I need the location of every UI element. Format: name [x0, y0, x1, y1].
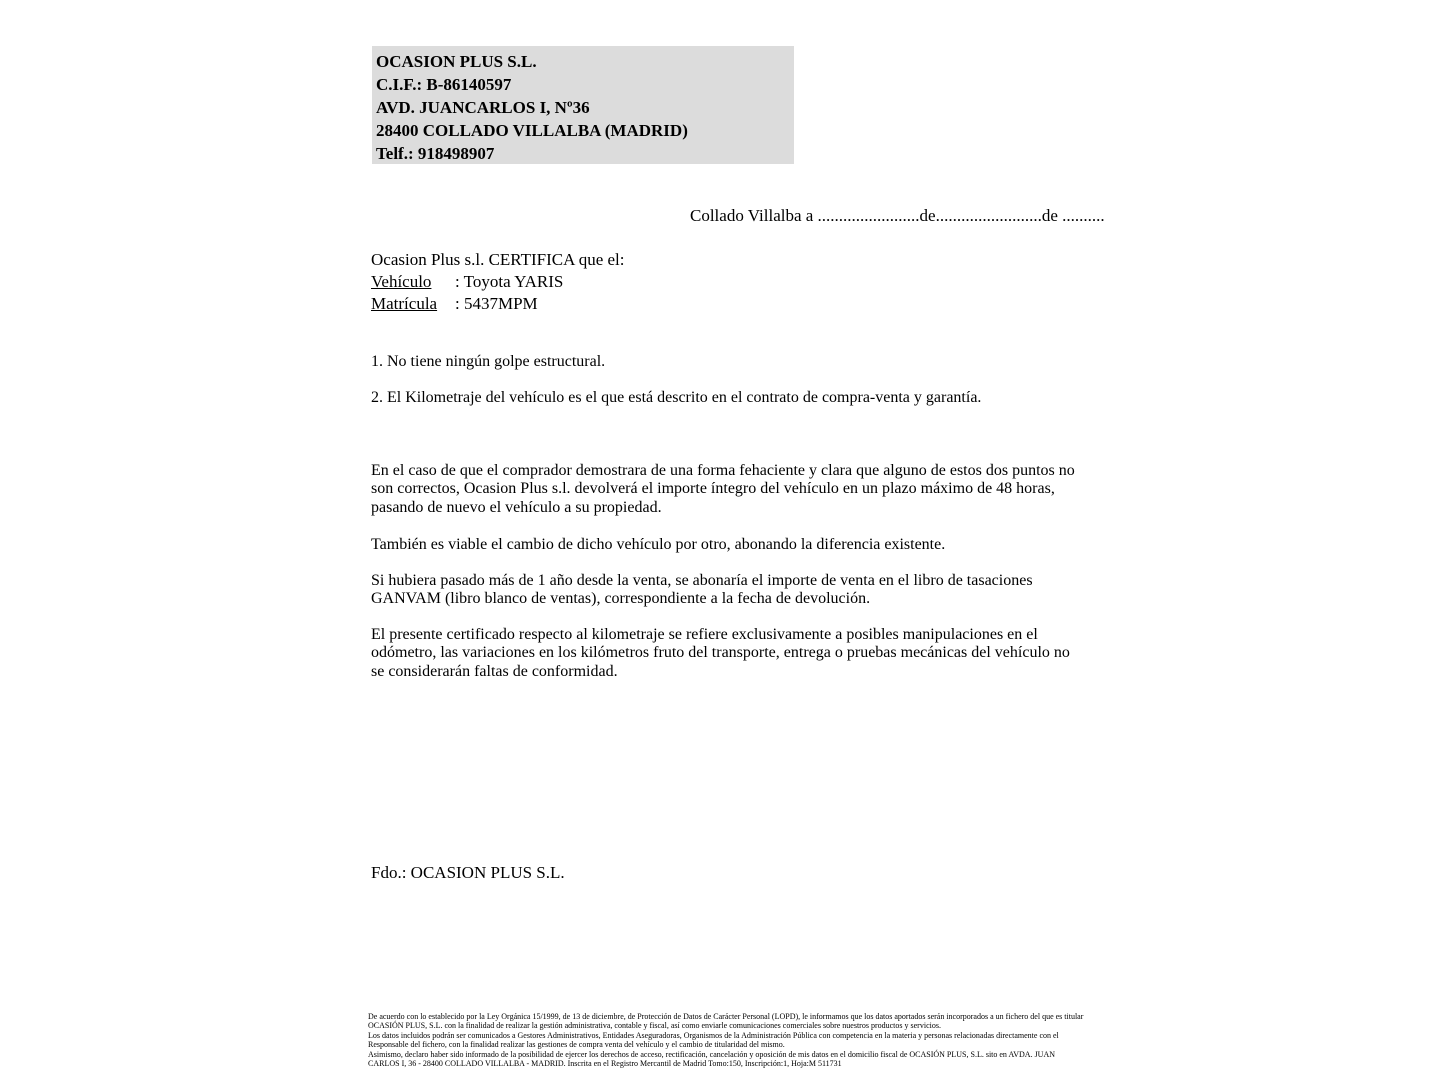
certify-intro: Ocasion Plus s.l. CERTIFICA que el:	[371, 250, 625, 269]
company-address: AVD. JUANCARLOS I, Nº36	[376, 98, 590, 117]
paragraph-exchange: También es viable el cambio de dicho vehículo por otro, abonando la diferencia existente.	[371, 536, 946, 553]
vehicle-value: : Toyota YARIS	[455, 272, 564, 291]
company-phone: Telf.: 918498907	[376, 144, 495, 163]
plate-value: : 5437MPM	[455, 294, 538, 313]
plate-label: Matrícula	[371, 294, 438, 313]
legal-line-4: Responsable del fichero, con la finalidad realizar las gestiones de compra venta del vehículo y el cambio de titularidad del mismo.	[368, 1040, 785, 1050]
legal-line-2: OCASIÓN PLUS, S.L. con la finalidad de realizar la gestión administrativa, contable y fiscal, así como enviarle comunicaciones comerciales sobre nuestros productos y servicios.	[368, 1021, 941, 1031]
company-city: 28400 COLLADO VILLALBA (MADRID)	[376, 121, 688, 140]
paragraph-ganvam: Si hubiera pasado más de 1 año desde la venta, se abonaría el importe de venta en el libro de tasaciones GANVAM (libro blanco de ventas), correspondiente a la fecha de devolución.	[371, 572, 1033, 608]
vehicle-row	[371, 271, 625, 293]
date-line: Collado Villalba a ........................de.........................de ..........	[690, 206, 1105, 225]
certification-block	[371, 249, 625, 315]
legal-line-1: De acuerdo con lo establecido por la Ley Orgánica 15/1999, de 13 de diciembre, de Protección de Datos de Carácter Personal (LOPD), le informamos que los datos aportados serán incorporados a un fichero del que es titular	[368, 1012, 1084, 1021]
paragraph-odometer: El presente certificado respecto al kilometraje se refiere exclusivamente a posibles manipulaciones en el odómetro, las variaciones en los kilómetros fruto del transporte, entrega o pruebas mecánicas del vehículo no se considerarán faltas de conformidad.	[371, 626, 1070, 680]
condition-item-2: 2. El Kilometraje del vehículo es el que está descrito en el contrato de compra-venta y garantía.	[371, 389, 982, 406]
legal-line-6: CARLOS I, 36 - 28400 COLLADO VILLALBA - MADRID. Inscrita en el Registro Mercantil de Madrid Tomo:150, Inscripción:1, Hoja:M 511731	[368, 1059, 842, 1069]
company-cif: C.I.F.: B-86140597	[376, 75, 512, 94]
legal-line-3: Los datos incluidos podrán ser comunicados a Gestores Administrativos, Entidades Aseguradoras, Organismos de la Administración Pública con competencia en la materia y personas relacionadas directamente con el	[368, 1030, 1059, 1040]
plate-row	[371, 293, 625, 315]
vehicle-label: Vehículo	[371, 272, 432, 291]
company-header-box	[372, 46, 794, 164]
legal-notice	[368, 1012, 1084, 1068]
condition-item-1: 1. No tiene ningún golpe estructural.	[371, 353, 606, 370]
signature-line: Fdo.: OCASION PLUS S.L.	[371, 863, 565, 882]
company-name: OCASION PLUS S.L.	[376, 52, 537, 71]
legal-line-5: Asimismo, declaro haber sido informado de la posibilidad de ejercer los derechos de acceso, rectificación, cancelación y oposición de mis datos en el domicilio fiscal de OCASIÓN PLUS, S.L. sito en AVDA. JUAN	[368, 1049, 1056, 1059]
paragraph-refund: En el caso de que el comprador demostrara de una forma fehaciente y clara que alguno de estos dos puntos no son correctos, Ocasion Plus s.l. devolverá el importe íntegro del vehículo en un plazo máximo de 48 horas, pasando de nuevo el vehículo a su propiedad.	[371, 462, 1075, 516]
